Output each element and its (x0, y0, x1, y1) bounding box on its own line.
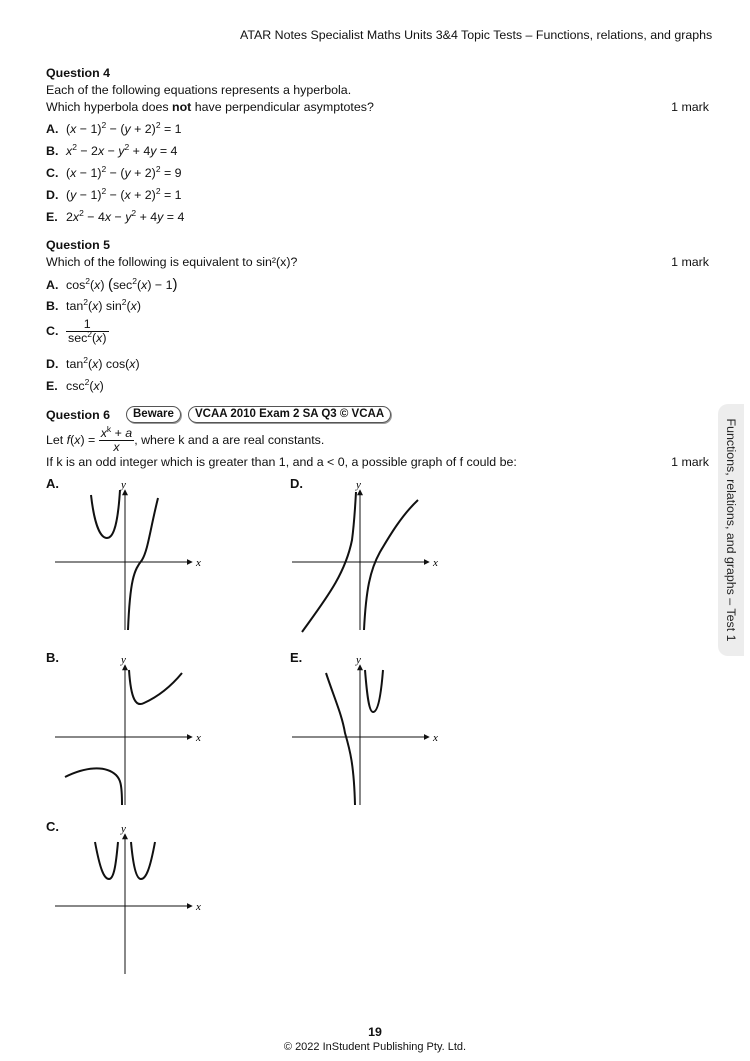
q4-title: Question 4 (46, 66, 111, 80)
q4-option-e[interactable]: E. $2x^2 - 4x - y^2 + 4y = 4$ (46, 208, 185, 224)
graph-e[interactable] (290, 655, 450, 815)
q5-title: Question 5 (46, 238, 111, 252)
vcaa-badge: VCAA 2010 Exam 2 SA Q3 © VCAA (188, 406, 391, 423)
y-axis-label: y (121, 824, 126, 835)
graph-label-c: C. (46, 819, 59, 834)
curve-right-branch (364, 500, 418, 630)
graph-c[interactable] (50, 824, 210, 984)
curve-right-branch (131, 842, 155, 879)
x-axis-label: x (196, 901, 201, 913)
section-side-tab (718, 404, 744, 656)
graph-label-e: E. (290, 650, 303, 665)
q6-mark: 1 mark (671, 455, 709, 469)
q4-option-d[interactable]: D. $(y - 1)^2 - (x + 2)^2 = 1$ (46, 186, 182, 202)
q4-option-c[interactable]: C. $(x - 1)^2 - (y + 2)^2 = 9$ (46, 164, 182, 180)
graph-d[interactable] (290, 480, 450, 640)
graph-b[interactable] (50, 655, 210, 815)
x-axis-label: x (433, 732, 438, 744)
curve-left-branch (65, 768, 122, 805)
curve-left-branch (95, 842, 118, 879)
header-title: ATAR Notes Specialist Maths Units 3&4 Topic Tests – Functions, relations, and graphs (240, 28, 713, 42)
q6-line2: If k is an odd integer which is greater than 1, and a < 0, a possible graph of f could be: (46, 455, 517, 469)
q5-option-c[interactable]: C. $\frac{1}{\sec^2(x)}$ (46, 317, 107, 345)
graph-label-a: A. (46, 476, 59, 491)
x-axis-label: x (433, 557, 438, 569)
y-axis-label: y (356, 480, 361, 491)
q5-option-a[interactable]: A. $\cos^2(x) (\sec^2(x) - 1)$ (46, 276, 178, 293)
side-tab-label: Functions, relations, and graphs – Test 1 (724, 418, 738, 642)
x-axis-label: x (196, 557, 201, 569)
q5-mark: 1 mark (671, 255, 709, 269)
x-axis-label: x (196, 732, 201, 744)
q5-option-b[interactable]: B. $\tan^2(x)$ $\sin^2(x)$ (46, 297, 141, 313)
beware-badge: Beware (126, 406, 181, 423)
q5-option-e[interactable]: E. $\csc^2(x)$ (46, 377, 104, 393)
q5-question: Which of the following is equivalent to sin²(x)? (46, 255, 298, 269)
q5-option-d[interactable]: D. $\tan^2(x)$ cos(x) (46, 355, 140, 371)
curve-right-branch (365, 670, 383, 712)
q4-mark: 1 mark (671, 100, 709, 114)
page-number: 19 (368, 1025, 382, 1039)
q4-option-a[interactable]: A. $(x - 1)^2 - (y + 2)^2 = 1$ (46, 120, 182, 136)
q4-option-b[interactable]: B. $x^2 - 2x - y^2 + 4y = 4$ (46, 142, 178, 158)
y-axis-label: y (121, 655, 126, 666)
curve-right-branch (129, 670, 182, 704)
q6-line1: Let f(x) = $\frac{x^k + a}{x}$ , where k and a are real constants. (46, 424, 325, 454)
copyright: © 2022 InStudent Publishing Pty. Ltd. (283, 1041, 467, 1053)
curve-left-branch (326, 673, 355, 805)
curve-left-branch (91, 490, 120, 538)
y-axis-label: y (356, 655, 361, 666)
q6-title: Question 6 (46, 408, 111, 422)
q4-line2: Which hyperbola does not have perpendicular asymptotes? (46, 100, 374, 114)
q4-line1: Each of the following equations represents a hyperbola. (46, 83, 352, 97)
graph-a[interactable] (50, 480, 210, 640)
graph-label-d: D. (290, 476, 303, 491)
curve-right-branch (128, 498, 158, 630)
graph-label-b: B. (46, 650, 59, 665)
y-axis-label: y (121, 480, 126, 491)
